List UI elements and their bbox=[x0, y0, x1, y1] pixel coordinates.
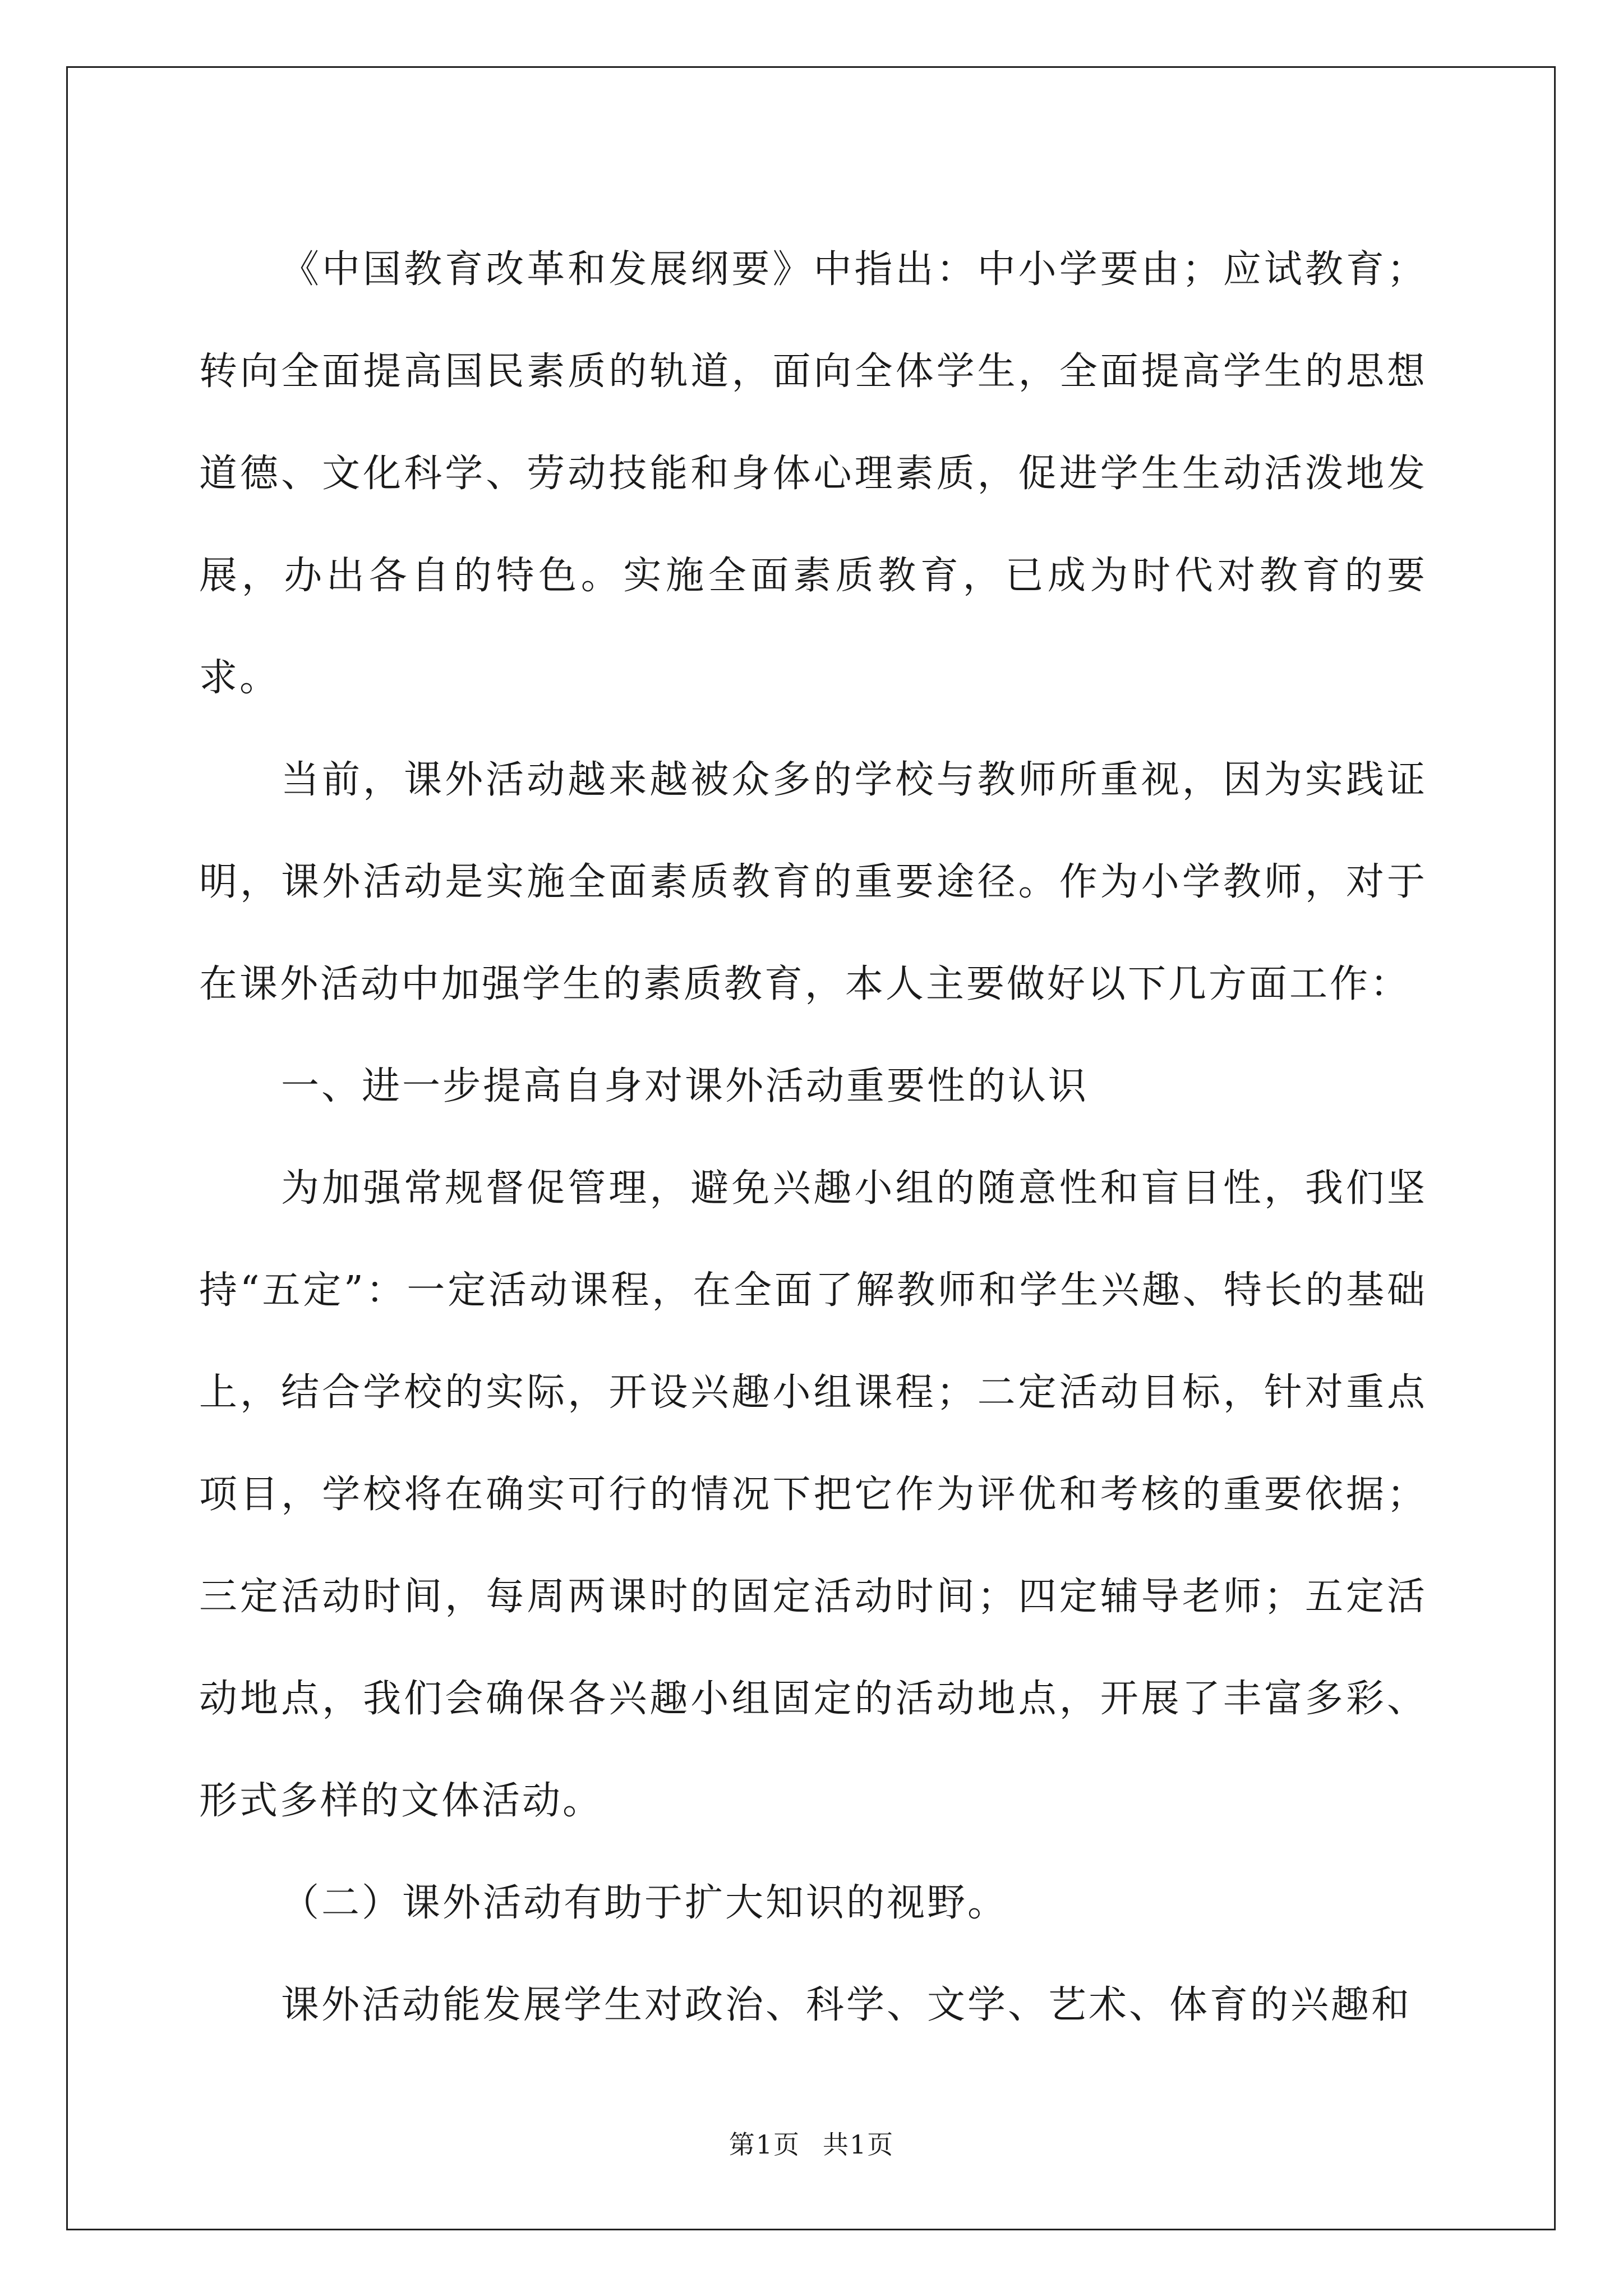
document-body bbox=[199, 219, 1427, 2056]
paragraph-3: 为加强常规督促管理，避免兴趣小组的随意性和盲目性，我们坚持“五定”：一定活动课程，在全面了解教师和学生兴趣、特长的基础上，结合学校的实际，开设兴趣小组课程；二定活动目标，针对重点项目，学校将在确实可行的情况下把它作为评优和考核的重要依据；三定活动时间，每周两课时的固定活动时间；四定辅导老师；五定活动地点，我们会确保各兴趣小组固定的活动地点，开展了丰富多彩、形式多样的文体活动。 bbox=[199, 1166, 1427, 1823]
paragraph-4: 课外活动能发展学生对政治、科学、文学、艺术、体育的兴趣和 bbox=[281, 1983, 1412, 2027]
paragraph-1: 《中国教育改革和发展纲要》中指出：中小学要由；应试教育；转向全面提高国民素质的轨道，面向全体学生，全面提高学生的思想道德、文化科学、劳动技能和身体心理素质，促进学生生动活泼地发展，办出各自的特色。实施全面素质教育，已成为时代对教育的要求。 bbox=[199, 247, 1427, 700]
section-heading-1: 一、进一步提高自身对课外活动重要性的认识 bbox=[281, 1064, 1089, 1108]
page-number-current: 第1页 bbox=[728, 2129, 800, 2160]
section-heading-2: （二）课外活动有助于扩大知识的视野。 bbox=[281, 1881, 1008, 1925]
page-number-total: 共1页 bbox=[823, 2129, 895, 2160]
page-footer bbox=[0, 2124, 1623, 2161]
paragraph-2: 当前，课外活动越来越被众多的学校与教师所重视，因为实践证明，课外活动是实施全面素质教育的重要途径。作为小学教师，对于在课外活动中加强学生的素质教育，本人主要做好以下几方面工作： bbox=[199, 758, 1427, 1006]
